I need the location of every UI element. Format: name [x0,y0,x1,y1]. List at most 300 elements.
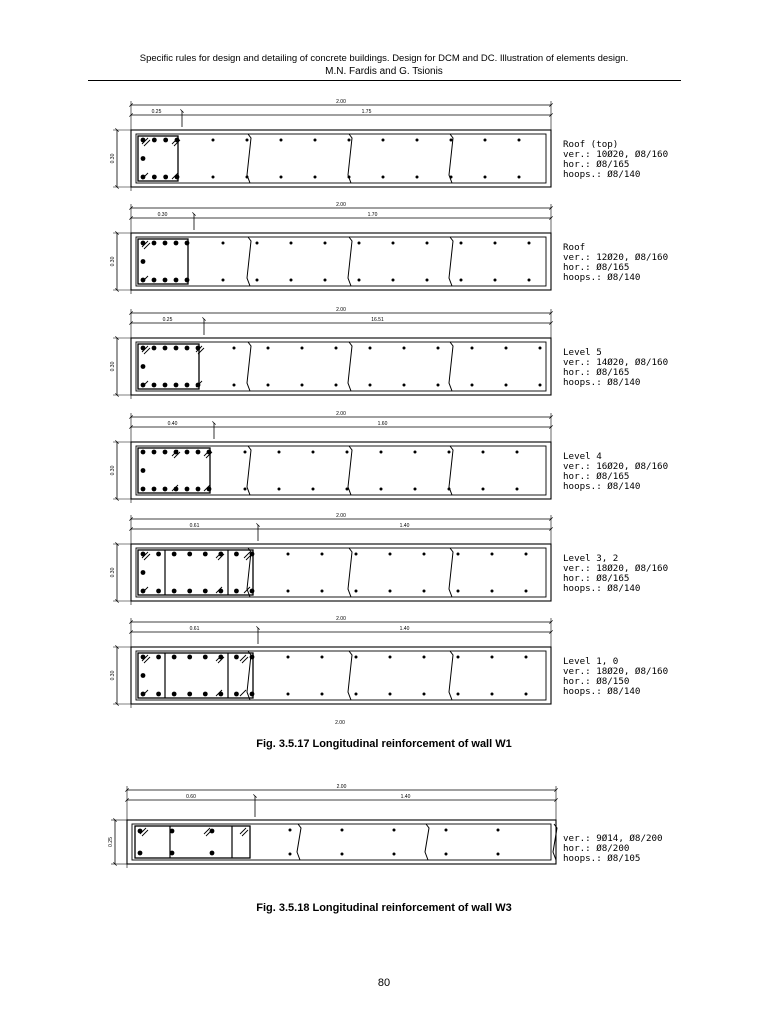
horizontal-reinforcement [136,651,546,700]
vertical-bar-web [244,451,247,454]
wall-section [110,513,668,605]
vertical-bar-web [423,553,426,556]
vertical-bar-web [525,656,528,659]
vertical-bar-web [212,176,215,179]
figure-w1 [110,99,668,708]
vertical-bar-boundary [170,851,175,856]
vertical-bar-boundary [207,450,212,455]
dimension-web: 1.40 [400,794,411,800]
vertical-bar-boundary [141,383,146,388]
vertical-bar-web [426,279,429,282]
vertical-bar-boundary [141,278,146,283]
vertical-bar-web [346,451,349,454]
vertical-bar-web [457,656,460,659]
vertical-bar-boundary [250,692,255,697]
vertical-bar-web [312,451,315,454]
dimension-total: 2.00 [336,411,346,417]
vertical-bar-boundary [152,138,157,143]
vertical-bar-boundary [141,468,146,473]
vertical-bar-web [321,656,324,659]
vertical-bar-boundary [187,692,192,697]
vertical-bar-web [287,656,290,659]
vertical-bar-web [445,853,448,856]
vertical-bar-boundary [210,851,215,856]
vertical-bar-boundary [163,138,168,143]
vertical-bar-boundary [218,655,223,660]
vertical-bar-boundary [234,655,239,660]
vertical-bar-boundary [196,487,201,492]
vertical-bar-web [423,693,426,696]
vertical-bar-web [335,347,338,350]
vertical-bar-boundary [185,241,190,246]
web-link [348,548,352,597]
vertical-bar-web [380,451,383,454]
vertical-bar-web [494,242,497,245]
vertical-bar-web [491,590,494,593]
vertical-bar-boundary [203,552,208,557]
reinforcement-label: hor.: Ø8/200 [563,843,630,854]
vertical-bar-web [525,590,528,593]
dimension-height: 0.30 [110,256,116,267]
reinforcement-label: ver.: 9Ø14, Ø8/200 [563,833,663,844]
web-link [449,342,453,391]
vertical-bar-web [528,242,531,245]
vertical-bar-boundary [175,138,180,143]
vertical-bar-web [497,829,500,832]
vertical-bar-web [518,139,521,142]
vertical-bar-boundary [250,589,255,594]
web-link [297,824,301,860]
vertical-bar-web [491,656,494,659]
vertical-bar-web [423,656,426,659]
vertical-bar-web [460,242,463,245]
figure-caption-w1: Fig. 3.5.17 Longitudinal reinforcement of wall W1 [256,738,512,750]
vertical-bar-boundary [141,692,146,697]
wall-section [110,616,668,708]
vertical-bar-web [497,853,500,856]
vertical-bar-web [448,451,451,454]
vertical-bar-web [256,242,259,245]
vertical-bar-boundary [163,487,168,492]
vertical-bar-web [484,176,487,179]
dimension-boundary: 0.60 [186,794,196,800]
vertical-bar-boundary [141,138,146,143]
vertical-bar-web [289,853,292,856]
dimension-web: 1.60 [377,421,388,427]
vertical-bar-web [403,384,406,387]
vertical-bar-boundary [185,346,190,351]
dimension-total: 2.00 [336,513,346,519]
vertical-bar-web [460,279,463,282]
vertical-bar-boundary [172,552,177,557]
reinforcement-label: hoops.: Ø8/140 [563,583,641,594]
bottom-dimension: 2.00 [335,720,345,726]
vertical-bar-web [416,139,419,142]
vertical-bar-web [369,384,372,387]
vertical-bar-web [246,139,249,142]
vertical-bar-web [355,590,358,593]
reinforcement-label: Roof (top) [563,139,619,150]
vertical-bar-boundary [156,655,161,660]
boundary-hoop [138,550,253,595]
vertical-bar-web [382,139,385,142]
vertical-bar-web [491,693,494,696]
vertical-bar-web [389,656,392,659]
dimension-boundary: 0.30 [157,212,168,218]
dimension-height: 0.25 [108,837,114,847]
vertical-bar-boundary [196,346,201,351]
vertical-bar-web [426,242,429,245]
vertical-bar-web [516,488,519,491]
vertical-bar-web [494,279,497,282]
boundary-hoop [135,826,250,858]
reinforcement-label: Level 1, 0 [563,656,619,667]
vertical-bar-web [278,451,281,454]
vertical-bar-web [539,384,542,387]
vertical-bar-web [280,176,283,179]
vertical-bar-web [393,829,396,832]
vertical-bar-web [423,590,426,593]
vertical-bar-web [267,347,270,350]
vertical-bar-boundary [163,383,168,388]
vertical-bar-web [256,279,259,282]
web-link [449,651,453,700]
vertical-bar-boundary [174,383,179,388]
vertical-bar-boundary [138,851,143,856]
reinforcement-label: Roof [563,242,586,253]
wall-section [110,99,668,191]
vertical-bar-boundary [141,259,146,264]
vertical-bar-boundary [156,692,161,697]
vertical-bar-web [518,176,521,179]
vertical-bar-web [528,279,531,282]
vertical-bar-boundary [187,589,192,594]
vertical-bar-web [392,279,395,282]
vertical-bar-boundary [170,829,175,834]
vertical-bar-web [389,553,392,556]
vertical-bar-boundary [152,346,157,351]
vertical-bar-web [287,693,290,696]
vertical-bar-boundary [141,552,146,557]
vertical-bar-web [287,553,290,556]
vertical-bar-web [525,693,528,696]
vertical-bar-web [341,829,344,832]
vertical-bar-web [358,242,361,245]
reinforcement-label: hor.: Ø8/165 [563,573,630,584]
reinforcement-label: ver.: 10Ø20, Ø8/160 [563,149,669,160]
vertical-bar-boundary [174,241,179,246]
dimension-boundary: 0.25 [162,317,173,323]
web-link [425,824,429,860]
vertical-bar-web [457,553,460,556]
vertical-bar-web [380,488,383,491]
dimension-height: 0.30 [110,670,116,681]
vertical-bar-boundary [141,450,146,455]
dimension-height: 0.30 [110,153,116,164]
vertical-bar-boundary [172,589,177,594]
running-header-authors: M.N. Fardis and G. Tsionis [325,66,443,77]
vertical-bar-web [482,488,485,491]
reinforcement-label: Level 5 [563,347,602,358]
reinforcement-label: ver.: 14Ø20, Ø8/160 [563,357,669,368]
vertical-bar-boundary [141,589,146,594]
horizontal-reinforcement [136,548,546,597]
horizontal-reinforcement [136,237,546,286]
vertical-bar-web [314,176,317,179]
reinforcement-label: hor.: Ø8/165 [563,262,630,273]
web-link [348,342,352,391]
vertical-bar-web [389,693,392,696]
wall-section [110,202,668,294]
vertical-bar-web [437,347,440,350]
reinforcement-label: hor.: Ø8/150 [563,676,630,687]
dimension-height: 0.30 [110,465,116,476]
vertical-bar-web [301,384,304,387]
vertical-bar-boundary [172,692,177,697]
vertical-bar-web [314,139,317,142]
vertical-bar-web [525,553,528,556]
vertical-bar-boundary [203,589,208,594]
reinforcement-label: ver.: 16Ø20, Ø8/160 [563,461,669,472]
vertical-bar-web [312,488,315,491]
wall-outline [131,233,551,290]
vertical-bar-web [382,176,385,179]
vertical-bar-web [335,384,338,387]
wall-outline [131,338,551,395]
reinforcement-label: hor.: Ø8/165 [563,159,630,170]
vertical-bar-web [324,242,327,245]
vertical-bar-web [287,590,290,593]
vertical-bar-boundary [141,655,146,660]
vertical-bar-web [416,176,419,179]
vertical-bar-boundary [196,383,201,388]
reinforcement-label: hoops.: Ø8/140 [563,481,641,492]
figure-caption-w3: Fig. 3.5.18 Longitudinal reinforcement of wall W3 [256,902,512,914]
boundary-hoop [138,448,210,493]
reinforcement-label: hor.: Ø8/165 [563,367,630,378]
vertical-bar-boundary [141,673,146,678]
reinforcement-label: ver.: 18Ø20, Ø8/160 [563,666,669,677]
vertical-bar-boundary [138,829,143,834]
vertical-bar-boundary [174,487,179,492]
vertical-bar-boundary [203,692,208,697]
wall-outline [131,442,551,499]
web-link [449,237,453,286]
vertical-bar-boundary [185,383,190,388]
reinforcement-label: hoops.: Ø8/140 [563,169,641,180]
vertical-bar-boundary [187,655,192,660]
web-link [348,237,352,286]
vertical-bar-web [403,347,406,350]
vertical-bar-boundary [210,829,215,834]
web-link [247,237,251,286]
vertical-bar-boundary [174,450,179,455]
vertical-bar-boundary [152,383,157,388]
page-number: 80 [377,977,391,989]
vertical-bar-boundary [234,692,239,697]
vertical-bar-web [233,384,236,387]
vertical-bar-web [392,242,395,245]
dimension-web: 16.51 [371,317,384,323]
vertical-bar-boundary [152,487,157,492]
vertical-bar-web [222,279,225,282]
vertical-bar-boundary [141,156,146,161]
vertical-bar-web [355,693,358,696]
vertical-bar-web [341,853,344,856]
reinforcement-label: hoops.: Ø8/140 [563,272,641,283]
vertical-bar-web [445,829,448,832]
vertical-bar-boundary [152,241,157,246]
vertical-bar-web [233,347,236,350]
vertical-bar-boundary [163,175,168,180]
vertical-bar-web [290,242,293,245]
vertical-bar-boundary [172,655,177,660]
vertical-bar-boundary [163,346,168,351]
dimension-total: 2.00 [336,784,347,790]
dimension-boundary: 0.61 [189,626,200,632]
reinforcement-label: hor.: Ø8/165 [563,471,630,482]
dimension-web: 1.40 [399,626,410,632]
dimension-boundary: 0.40 [167,421,178,427]
dimension-web: 1.40 [399,523,410,529]
web-link [348,446,352,495]
reinforcement-label: hoops.: Ø8/140 [563,686,641,697]
vertical-bar-web [457,693,460,696]
dimension-boundary: 0.61 [189,523,200,529]
wall-outline [131,647,551,704]
vertical-bar-web [484,139,487,142]
vertical-bar-boundary [156,589,161,594]
dimension-height: 0.30 [110,567,116,578]
reinforcement-label: hoops.: Ø8/105 [563,853,641,864]
vertical-bar-web [482,451,485,454]
reinforcement-label: hoops.: Ø8/140 [563,377,641,388]
wall-outline [131,130,551,187]
vertical-bar-boundary [152,175,157,180]
vertical-bar-boundary [141,241,146,246]
dimension-web: 1.70 [367,212,378,218]
vertical-bar-web [389,590,392,593]
vertical-bar-boundary [234,552,239,557]
figure-w3 [108,784,663,868]
vertical-bar-web [471,347,474,350]
vertical-bar-web [321,693,324,696]
vertical-bar-web [471,384,474,387]
dimension-total: 2.00 [336,99,346,105]
reinforcement-label: Level 3, 2 [563,553,619,564]
vertical-bar-boundary [185,450,190,455]
vertical-bar-boundary [141,175,146,180]
cross-tie [240,690,246,696]
dimension-total: 2.00 [336,307,346,313]
web-link [348,651,352,700]
vertical-bar-boundary [163,450,168,455]
vertical-bar-web [212,139,215,142]
wall-section [110,411,668,503]
vertical-bar-web [280,139,283,142]
vertical-bar-boundary [152,450,157,455]
vertical-bar-web [289,829,292,832]
vertical-bar-web [369,347,372,350]
dimension-height: 0.30 [110,361,116,372]
vertical-bar-web [348,139,351,142]
vertical-bar-web [324,279,327,282]
vertical-bar-web [505,347,508,350]
reinforcement-label: Level 4 [563,451,602,462]
vertical-bar-boundary [174,278,179,283]
vertical-bar-web [516,451,519,454]
boundary-hoop [138,653,253,698]
vertical-bar-boundary [156,552,161,557]
dimension-web: 1.75 [361,109,372,115]
web-link [247,342,251,391]
vertical-bar-boundary [207,487,212,492]
wall-section [108,784,663,868]
vertical-bar-web [457,590,460,593]
vertical-bar-boundary [163,241,168,246]
vertical-bar-web [539,347,542,350]
vertical-bar-boundary [175,175,180,180]
wall-section [110,307,668,399]
vertical-bar-web [437,384,440,387]
dimension-total: 2.00 [336,202,346,208]
vertical-bar-boundary [141,346,146,351]
vertical-bar-boundary [174,346,179,351]
vertical-bar-boundary [218,692,223,697]
vertical-bar-web [393,853,396,856]
web-link [247,446,251,495]
vertical-bar-web [278,488,281,491]
vertical-bar-boundary [218,589,223,594]
wall-outline [131,544,551,601]
vertical-bar-boundary [187,552,192,557]
vertical-bar-web [267,384,270,387]
vertical-bar-web [505,384,508,387]
vertical-bar-web [321,590,324,593]
running-header-title: Specific rules for design and detailing of concrete buildings. Design for DCM and DC. Illustration of elements design. [139,53,629,64]
vertical-bar-boundary [203,655,208,660]
vertical-bar-boundary [185,487,190,492]
vertical-bar-web [355,553,358,556]
vertical-bar-web [414,488,417,491]
vertical-bar-web [414,451,417,454]
vertical-bar-web [491,553,494,556]
vertical-bar-web [450,139,453,142]
web-link [449,548,453,597]
vertical-bar-boundary [141,570,146,575]
vertical-bar-boundary [152,278,157,283]
vertical-bar-boundary [141,364,146,369]
reinforcement-label: ver.: 18Ø20, Ø8/160 [563,563,669,574]
vertical-bar-boundary [141,487,146,492]
vertical-bar-web [222,242,225,245]
vertical-bar-boundary [196,450,201,455]
vertical-bar-web [358,279,361,282]
vertical-bar-boundary [185,278,190,283]
vertical-bar-boundary [163,278,168,283]
vertical-bar-boundary [218,552,223,557]
vertical-bar-web [301,347,304,350]
vertical-bar-web [321,553,324,556]
vertical-bar-boundary [234,589,239,594]
vertical-bar-web [355,656,358,659]
boundary-hoop [138,239,188,284]
vertical-bar-web [244,488,247,491]
dimension-boundary: 0.25 [151,109,162,115]
reinforcement-label: ver.: 12Ø20, Ø8/160 [563,252,669,263]
vertical-bar-web [290,279,293,282]
dimension-total: 2.00 [336,616,346,622]
